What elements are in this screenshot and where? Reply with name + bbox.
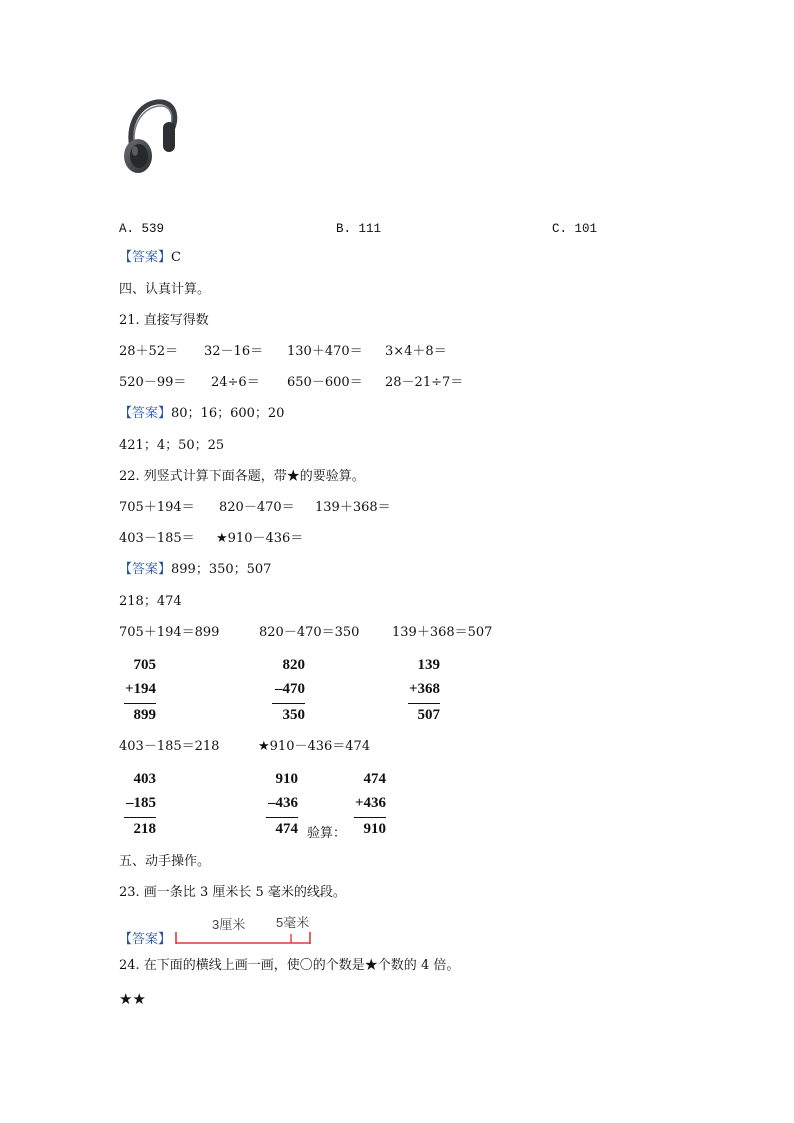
q22-item: 403－185＝	[119, 531, 195, 546]
q23-answer-line	[119, 932, 171, 948]
q22-answer-1: 899；350；507	[171, 562, 272, 577]
q22-answer-line	[119, 562, 271, 578]
segment-diagram	[172, 912, 317, 946]
q21-item: 24÷6＝	[211, 375, 260, 390]
vertical-operand: –436	[268, 795, 298, 811]
vertical-operand: +194	[124, 681, 156, 697]
q21-item: 28＋52＝	[119, 344, 179, 359]
answer-tag: 【答案】	[119, 932, 172, 947]
q21-item: 32－16＝	[204, 344, 264, 359]
vertical-rule	[408, 703, 440, 704]
q21-answer-2: 421；4；50；25	[119, 438, 225, 453]
vertical-result: 218	[133, 821, 156, 837]
vertical-operand: –470	[275, 681, 305, 697]
vertical-top: 910	[275, 771, 298, 787]
vertical-result: 350	[282, 707, 305, 723]
q22-title: 22. 列竖式计算下面各题，带★的要验算。	[119, 469, 365, 484]
option-c: C. 101	[552, 222, 598, 236]
answer-tag: 【答案】	[119, 406, 172, 421]
check-label: 验算：	[307, 826, 347, 841]
q22-equation: 139＋368＝507	[392, 625, 493, 640]
vertical-result: 474	[275, 821, 298, 837]
section-4-heading: 四、认真计算。	[119, 282, 211, 297]
vertical-operand: +436	[354, 795, 386, 811]
q22-item: 820－470＝	[219, 500, 295, 515]
label-3cm: 3厘米	[212, 917, 246, 932]
vertical-top: 705	[133, 657, 156, 673]
vertical-operand: +368	[408, 681, 440, 697]
vertical-result: 507	[417, 707, 440, 723]
answer-tag: 【答案】	[119, 250, 172, 265]
q21-item: 130＋470＝	[287, 344, 363, 359]
label-5mm: 5毫米	[276, 915, 310, 930]
q22-answer-2: 218；474	[119, 594, 182, 609]
vertical-result: 910	[363, 821, 386, 837]
vertical-rule	[354, 817, 386, 818]
q20-answer-line	[119, 250, 181, 266]
option-b: B. 111	[336, 222, 382, 236]
vertical-operand: –185	[126, 795, 156, 811]
segment-line	[172, 930, 317, 946]
q24-title: 24. 在下面的横线上画一画，使〇的个数是★个数的 4 倍。	[119, 958, 460, 973]
vertical-top: 403	[133, 771, 156, 787]
q21-item: 28－21÷7＝	[385, 375, 464, 390]
vertical-top: 474	[363, 771, 386, 787]
q22-equation: ★910－436＝474	[258, 739, 371, 754]
q21-item: 520－99＝	[119, 375, 187, 390]
vertical-rule	[266, 817, 298, 818]
q22-item: 139＋368＝	[315, 500, 391, 515]
vertical-rule	[124, 703, 156, 704]
section-5-heading: 五、动手操作。	[119, 854, 211, 869]
q22-equation: 820－470＝350	[259, 625, 360, 640]
q23-title: 23. 画一条比 3 厘米长 5 毫米的线段。	[119, 885, 346, 900]
q21-item: 3×4＋8＝	[385, 344, 447, 359]
q20-answer: C	[171, 250, 181, 265]
q22-equation: 403－185＝218	[119, 739, 220, 754]
vertical-top: 820	[282, 657, 305, 673]
headphones-image	[118, 96, 180, 178]
q22-equation: 705＋194＝899	[119, 625, 220, 640]
option-a: A. 539	[119, 222, 165, 236]
q22-item: 705＋194＝	[119, 500, 195, 515]
vertical-result: 899	[133, 707, 156, 723]
vertical-rule	[272, 703, 305, 704]
vertical-top: 139	[417, 657, 440, 673]
stars-row: ★★	[119, 990, 146, 1008]
vertical-rule	[124, 817, 156, 818]
q21-answer-1: 80；16；600；20	[171, 406, 285, 421]
q21-title: 21. 直接写得数	[119, 313, 209, 328]
q21-answer-line	[119, 406, 284, 422]
answer-tag: 【答案】	[119, 562, 172, 577]
q21-item: 650－600＝	[287, 375, 363, 390]
q22-item: ★910－436＝	[216, 531, 304, 546]
